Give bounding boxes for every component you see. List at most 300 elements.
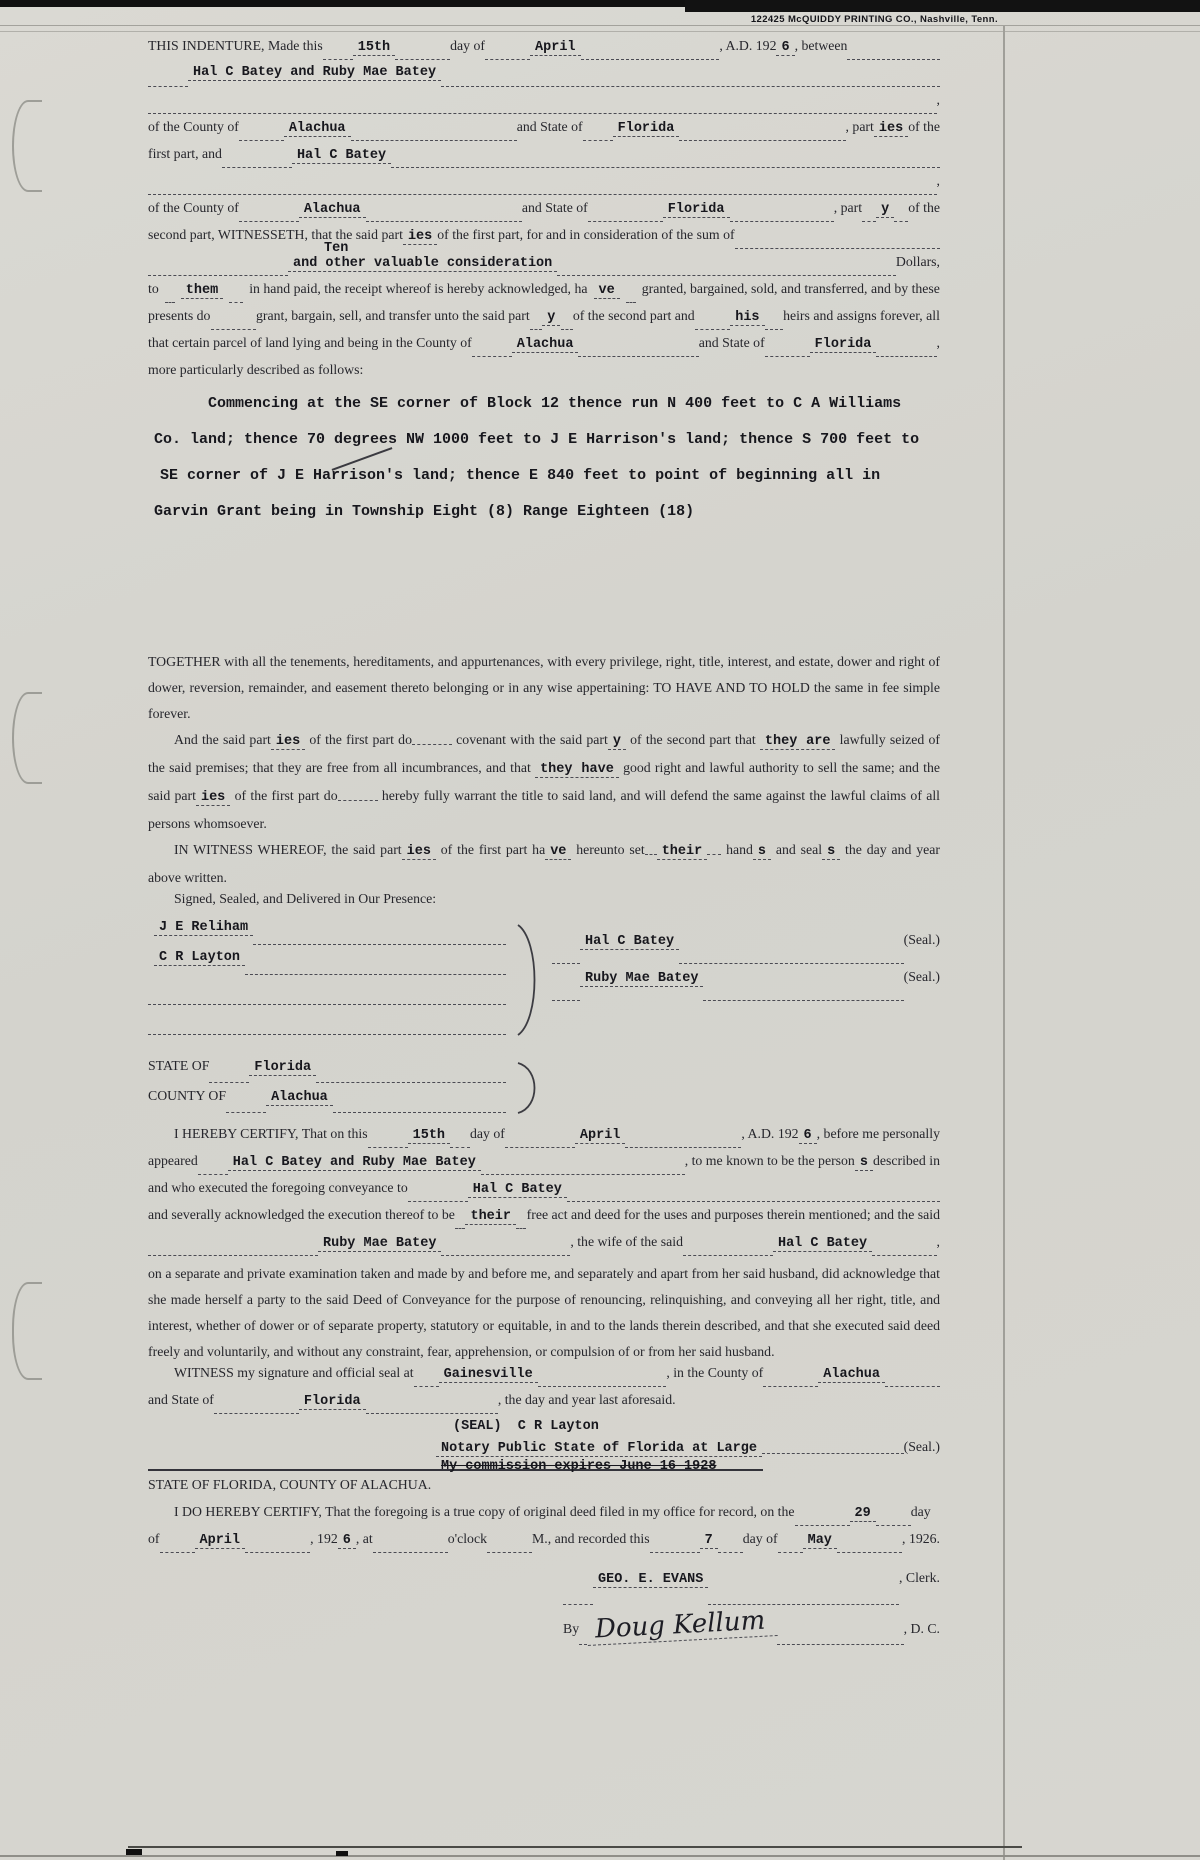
dotted-leader: [679, 963, 903, 964]
dotted-leader: [552, 1000, 580, 1001]
presence-heading: [148, 891, 940, 918]
form-text: (Seal.): [903, 1439, 940, 1454]
form-text: and seal: [771, 842, 823, 857]
typed-entry: Ten: [324, 241, 349, 256]
typed-entry: Ruby Mae Batey: [318, 1236, 441, 1252]
typed-entry: Alachua: [512, 337, 579, 353]
form-text: of the County of: [148, 119, 239, 134]
typed-entry: 15th: [353, 40, 395, 56]
form-text: covenant with the said part: [451, 732, 608, 747]
form-text: o'clock: [447, 1531, 487, 1546]
typed-entry: 29: [850, 1506, 876, 1522]
form-line: [148, 1365, 940, 1392]
form-line: [148, 241, 940, 281]
dotted-leader: [795, 1525, 850, 1526]
form-text: appeared: [148, 1153, 198, 1168]
dotted-leader: [650, 1552, 700, 1553]
dotted-leader: [316, 1082, 506, 1083]
form-line: [148, 1504, 940, 1531]
form-line: [148, 1477, 940, 1504]
typed-entry: 6: [799, 1128, 817, 1144]
dotted-leader: [778, 1552, 803, 1553]
dotted-leader: [408, 1201, 468, 1202]
typed-entry: 15th: [408, 1128, 450, 1144]
form-text: , D. C.: [903, 1621, 940, 1636]
form-text: day: [910, 1504, 931, 1519]
dotted-leader: [472, 356, 512, 357]
form-line: [148, 1439, 940, 1459]
dotted-leader: [450, 1147, 470, 1148]
spacer: [148, 1468, 436, 1469]
typed-entry: April: [575, 1128, 626, 1144]
form-line: [148, 1153, 940, 1180]
form-line: [148, 119, 940, 146]
dotted-leader: [762, 1453, 904, 1454]
form-text: and State of: [516, 119, 583, 134]
form-text: , the wife of the said: [570, 1234, 683, 1249]
typed-description-line: Garvin Grant being in Township Eight (8) Range Eighteen (18): [154, 503, 695, 520]
form-line: [148, 92, 940, 119]
form-text: of the first part do: [230, 788, 338, 803]
form-text: And the said part: [174, 732, 271, 747]
typed-entry: y: [542, 310, 560, 326]
form-text: TOGETHER with all the tenements, hereditaments, and appurtenances, with every privilege, right, title, interest, and estate, dower and right of dower, reversion, remainder, and easement thereto belonging or in any wise appertaining: TO HAVE AND TO HOLD the same in fee simple forever.: [148, 654, 940, 721]
form-text: and State of: [148, 1392, 214, 1407]
form-text: of the: [908, 119, 940, 134]
property-description: [148, 395, 940, 539]
dotted-leader: [412, 742, 452, 745]
form-line: [148, 335, 940, 362]
form-text: M., and recorded this: [531, 1531, 650, 1546]
gap: [148, 1118, 940, 1126]
typed-entry: y: [608, 734, 626, 750]
form-text: ,: [936, 173, 940, 188]
dotted-leader: [718, 1552, 743, 1553]
dotted-leader: [338, 798, 378, 801]
dotted-leader: [645, 852, 657, 855]
venue-brace: [506, 1058, 552, 1118]
printer-mark: 122425 McQUIDDY PRINTING CO., Nashville, Tenn.: [750, 14, 998, 25]
typed-entry: their: [657, 844, 708, 860]
brace-icon: [514, 1060, 544, 1116]
typed-entry: ies: [403, 229, 437, 245]
form-text: grant, bargain, sell, and transfer unto the said part: [256, 308, 530, 323]
typed-entry: Hal C Batey and Ruby Mae Batey: [188, 65, 441, 81]
form-text: of the second part that: [625, 732, 760, 747]
typed-entry: their: [465, 1209, 516, 1225]
dotted-leader: [366, 221, 522, 222]
covenant-clause: [148, 727, 940, 837]
spacer: [148, 902, 174, 903]
form-text: more particularly described as follows:: [148, 362, 364, 377]
dotted-leader: [563, 1604, 593, 1605]
typed-entry: Hal C Batey: [773, 1236, 872, 1252]
dotted-leader: [441, 1255, 570, 1256]
form-text: , A.D. 192: [719, 38, 777, 53]
spacer: [604, 1428, 940, 1429]
scan-mark: [336, 1851, 348, 1856]
form-text: STATE OF FLORIDA, COUNTY OF ALACHUA.: [148, 1477, 432, 1492]
typed-entry: Alachua: [818, 1367, 885, 1383]
dotted-leader: [505, 1147, 575, 1148]
form-text: described in: [872, 1153, 940, 1168]
dotted-leader: [222, 167, 292, 168]
typed-entry: Hal C Batey: [292, 148, 391, 164]
dotted-leader: [730, 221, 834, 222]
dotted-leader: [487, 1552, 532, 1553]
spacer: [148, 1376, 174, 1377]
binder-clip-mark: [12, 692, 42, 784]
together-clause: [148, 649, 940, 727]
witness-brace: [506, 920, 552, 1040]
dotted-leader: [441, 86, 940, 87]
dotted-leader: [395, 59, 450, 60]
typed-entry: Alachua: [266, 1090, 333, 1106]
dotted-leader: [239, 140, 284, 141]
spacer: [676, 1403, 940, 1404]
typed-entry: Alachua: [299, 202, 366, 218]
dotted-leader: [578, 356, 698, 357]
dotted-leader: [226, 1112, 266, 1113]
form-text: and State of: [521, 200, 588, 215]
deed-content: [148, 38, 940, 1650]
typed-entry: Florida: [810, 337, 877, 353]
binder-clip-mark: [12, 100, 42, 192]
typed-entry: Notary Public State of Florida at Large: [436, 1441, 762, 1457]
dotted-leader: [876, 356, 936, 357]
dotted-leader: [567, 1201, 940, 1202]
form-text: and severally acknowledged the execution thereof to be: [148, 1207, 455, 1222]
gap: [148, 1558, 940, 1570]
dotted-leader: [872, 1255, 936, 1256]
form-text: I DO HEREBY CERTIFY, That the foregoing is a true copy of original deed filed in my office for record, on the: [174, 1504, 795, 1519]
typed-entry: ve: [545, 844, 571, 860]
typed-entry: s: [753, 844, 771, 860]
dotted-leader: [485, 59, 530, 60]
dotted-leader: [481, 1174, 685, 1175]
grantor-signature-column: [552, 920, 940, 1040]
typed-entry: ies: [196, 790, 230, 806]
dotted-leader: [455, 1228, 465, 1229]
dotted-leader: [765, 356, 810, 357]
dotted-leader: [333, 1112, 506, 1113]
scan-edge-bottom: [0, 1855, 1200, 1857]
dower-relinquishment: [148, 1261, 940, 1365]
dotted-leader: [245, 1552, 310, 1553]
dotted-leader: [837, 1552, 902, 1553]
dotted-leader: [239, 221, 299, 222]
dotted-leader: [368, 1147, 408, 1148]
dotted-leader: [579, 1644, 587, 1645]
deed-opening: [148, 38, 940, 389]
dotted-leader: [777, 1644, 903, 1645]
dotted-leader: [708, 1604, 899, 1605]
typed-entry: J E Reliham: [154, 920, 253, 936]
form-text: to: [148, 281, 159, 296]
dotted-leader: [557, 275, 896, 276]
typed-entry: they are: [760, 734, 836, 750]
form-text: free act and deed for the uses and purposes therein mentioned; and the said: [526, 1207, 940, 1222]
dotted-leader: [516, 1228, 526, 1229]
gap: [148, 539, 940, 649]
dotted-leader: [148, 194, 937, 195]
form-text: first part, and: [148, 146, 222, 161]
typed-entry: Florida: [249, 1060, 316, 1076]
typed-text: (SEAL) C R Layton: [453, 1419, 599, 1434]
form-line: [148, 1058, 506, 1088]
form-line: [563, 1570, 940, 1610]
clerk-heading: [148, 1477, 940, 1504]
dotted-leader: [229, 302, 243, 303]
typed-entry: them: [181, 283, 223, 299]
form-text: and who executed the foregoing conveyance to: [148, 1180, 408, 1195]
form-line: [552, 932, 940, 969]
dotted-leader: [391, 167, 940, 168]
dotted-leader: [209, 1082, 249, 1083]
form-line: [563, 1605, 940, 1650]
form-text: IN WITNESS WHEREOF, the said part: [174, 842, 402, 857]
typed-entry: 7: [700, 1533, 718, 1549]
typed-entry: ies: [271, 734, 305, 750]
binder-clip-mark: [12, 1282, 42, 1380]
typed-entry: Hal C Batey and Ruby Mae Batey: [228, 1155, 481, 1171]
spacer: [148, 1515, 174, 1516]
form-text: the day and year above written.: [148, 842, 940, 885]
form-line: [148, 1392, 940, 1419]
form-line: [148, 38, 940, 65]
form-text: lawfully seized of the said premises; that they are free from all incumbrances, and that: [148, 732, 940, 775]
gap: [148, 1040, 940, 1056]
form-text: ,: [936, 92, 940, 107]
form-line: [148, 1088, 506, 1118]
form-text: , at: [355, 1531, 373, 1546]
form-line: [148, 281, 940, 308]
dotted-leader: [351, 140, 517, 141]
dotted-leader: [683, 1255, 773, 1256]
scan-edge-bottom: [128, 1846, 1022, 1848]
form-text: that certain parcel of land lying and being in the County of: [148, 335, 472, 350]
form-text: STATE OF: [148, 1058, 210, 1073]
form-text: presents do: [148, 308, 211, 323]
form-text: ,: [936, 335, 940, 350]
dotted-leader: [198, 1174, 228, 1175]
form-text: of the first part do: [305, 732, 412, 747]
form-text: day of: [742, 1531, 778, 1546]
dotted-leader: [148, 1255, 318, 1256]
form-text: WITNESS my signature and official seal at: [174, 1365, 414, 1380]
spacer: [148, 1428, 448, 1429]
scan-line: [0, 31, 1200, 32]
form-text: , 192: [310, 1531, 338, 1546]
typed-description-line: Co. land; thence 70 degrees NW 1000 feet to J E Harrison's land; thence S 700 feet to: [154, 431, 920, 448]
dotted-leader: [160, 1552, 195, 1553]
form-text: , 1926.: [902, 1531, 940, 1546]
form-text: , between: [794, 38, 848, 53]
form-line: [148, 920, 506, 950]
dotted-leader: [211, 329, 256, 330]
typed-entry: s: [855, 1155, 873, 1171]
dotted-leader: [703, 1000, 903, 1001]
typed-description-line: SE corner of J E Harrison's land; thence E 840 feet to point of beginning all in: [160, 467, 881, 484]
venue-lines: [148, 1058, 506, 1118]
typed-entry: 6: [776, 40, 794, 56]
scan-mark: [126, 1849, 142, 1855]
form-text: day of: [470, 1126, 505, 1141]
form-text: ,: [936, 1234, 940, 1249]
typed-description-line: Commencing at the SE corner of Block 12 thence run N 400 feet to C A Williams: [208, 395, 902, 412]
form-text: , Clerk.: [899, 1570, 940, 1585]
typed-entry: ies: [874, 121, 908, 137]
typed-entry: and other valuable consideration Ten: [288, 256, 557, 272]
typed-entry: they have: [535, 762, 619, 778]
spacer: [148, 1137, 174, 1138]
form-line: [552, 969, 940, 1006]
typed-entry: Hal C Batey: [580, 934, 679, 950]
typed-entry: Florida: [299, 1394, 366, 1410]
handwritten-signature: Doug Kellum: [586, 1605, 778, 1646]
typed-entry: Alachua: [284, 121, 351, 137]
form-text: on a separate and private examination taken and made by and before me, and separately and apart from her said husband, did acknowledge that she made herself a party to the said Deed of Conveyance for the purpose of renouncing, relinquishing, and conveying all her right, title, and interest, whether of dower or of separate property, statutory or equitable, in and to the lands therein described, and that she executed said deed freely and voluntarily, and without any constraint, fear, apprehension, or compulsion of or from her said husband.: [148, 1266, 940, 1359]
spacer: [148, 1450, 436, 1451]
dotted-leader: [626, 302, 636, 303]
dotted-leader: [763, 1386, 818, 1387]
dotted-leader: [862, 221, 876, 222]
typed-entry: s: [822, 844, 840, 860]
form-text: Signed, Sealed, and Delivered in Our Presence:: [174, 891, 437, 906]
form-line: [148, 1234, 940, 1261]
brace-icon: [514, 922, 544, 1038]
dotted-leader: [847, 59, 940, 60]
typed-entry: Ruby Mae Batey: [580, 971, 703, 987]
form-text: , in the County of: [666, 1365, 764, 1380]
dotted-leader: [765, 329, 783, 330]
form-text: day of: [450, 38, 486, 53]
form-text: granted, bargained, sold, and transferred, and by these: [641, 281, 940, 296]
form-line: [148, 1010, 506, 1040]
dotted-leader: [735, 248, 940, 249]
dotted-leader: [561, 329, 573, 330]
typed-entry: his: [730, 310, 764, 326]
dotted-leader: [148, 86, 188, 87]
dotted-leader: [253, 944, 506, 945]
form-text: , part: [833, 200, 863, 215]
typed-entry: y: [876, 202, 894, 218]
form-text: By: [563, 1621, 580, 1636]
dotted-leader: [165, 302, 175, 303]
dotted-leader: [583, 140, 613, 141]
form-text: of the first part, for and in consideration of the sum of: [437, 227, 735, 242]
form-line: [148, 146, 940, 173]
typed-entry: Florida: [613, 121, 680, 137]
in-witness-clause: [148, 837, 940, 891]
form-text: and State of: [698, 335, 765, 350]
form-text: , before me personally: [816, 1126, 940, 1141]
form-text: of the County of: [148, 200, 239, 215]
dotted-leader: [530, 329, 542, 330]
form-line: [148, 227, 940, 254]
form-line: [148, 950, 506, 980]
form-line: [148, 1126, 940, 1153]
dotted-leader: [148, 275, 288, 276]
form-text: THIS INDENTURE, Made this: [148, 38, 323, 53]
form-text: , A.D. 192: [741, 1126, 799, 1141]
form-line: [148, 1180, 940, 1207]
form-text: hereunto set: [571, 842, 645, 857]
dotted-leader: [679, 140, 845, 141]
dotted-leader: [538, 1386, 667, 1387]
form-line: [148, 980, 506, 1010]
typed-entry: April: [195, 1533, 246, 1549]
notary-witness: [148, 1365, 940, 1419]
struck-text: My commission expires June 16 1928: [441, 1459, 717, 1474]
form-line: [148, 1531, 940, 1558]
page-fold-line: [1003, 26, 1005, 1860]
witness-column: [148, 920, 506, 1040]
clerk-certification: [148, 1504, 940, 1558]
dotted-leader: [552, 963, 580, 964]
form-text: of the: [908, 200, 940, 215]
dotted-leader: [323, 59, 353, 60]
form-text: of the second part and: [572, 308, 695, 323]
form-text: hereby fully warrant the title to said land, and will defend the same against the lawful claims of all persons whomsoever.: [148, 788, 940, 831]
spacer: [721, 1468, 940, 1469]
typed-entry: Gainesville: [439, 1367, 538, 1383]
dotted-leader: [373, 1552, 448, 1553]
form-text: second part, WITNESSETH, that the said part: [148, 227, 403, 242]
dotted-leader: [625, 1147, 741, 1148]
typed-entry: Florida: [663, 202, 730, 218]
form-text: of the first part ha: [435, 842, 546, 857]
form-text: hand: [721, 842, 753, 857]
form-line: [148, 891, 940, 918]
dotted-leader: [885, 1386, 940, 1387]
dotted-leader: [588, 221, 663, 222]
dotted-leader: [414, 1386, 439, 1387]
dotted-leader: [366, 1413, 498, 1414]
form-text: Dollars,: [895, 254, 940, 269]
form-line: [148, 200, 940, 227]
dotted-leader: [695, 329, 730, 330]
dotted-leader: [148, 113, 937, 114]
form-text: heirs and assigns forever, all: [783, 308, 940, 323]
dotted-leader: [707, 852, 721, 855]
typed-entry: ve: [594, 283, 620, 299]
form-text: , part: [845, 119, 874, 134]
dotted-leader: [148, 1004, 506, 1005]
typed-entry: Hal C Batey: [468, 1182, 567, 1198]
form-line: [148, 173, 940, 200]
form-line: [148, 362, 940, 389]
dotted-leader: [894, 221, 908, 222]
dotted-leader: [876, 1525, 911, 1526]
form-text: (Seal.): [903, 969, 940, 984]
form-text: (Seal.): [903, 932, 940, 947]
form-text: , to me known to be the person: [684, 1153, 855, 1168]
dotted-leader: [214, 1413, 299, 1414]
signature-block: [148, 920, 940, 1040]
form-text: in hand paid, the receipt whereof is hereby acknowledged, ha: [249, 281, 588, 296]
form-line: [148, 1207, 940, 1234]
form-text: COUNTY OF: [148, 1088, 227, 1103]
form-text: , the day and year last aforesaid.: [497, 1392, 676, 1407]
scan-line: [0, 25, 1200, 26]
scan-edge-top-right: [685, 0, 1200, 12]
dotted-leader: [245, 974, 506, 975]
venue-block: [148, 1058, 940, 1118]
typed-entry: April: [530, 40, 581, 56]
typed-entry: GEO. E. EVANS: [593, 1572, 708, 1588]
form-line: [148, 65, 940, 92]
